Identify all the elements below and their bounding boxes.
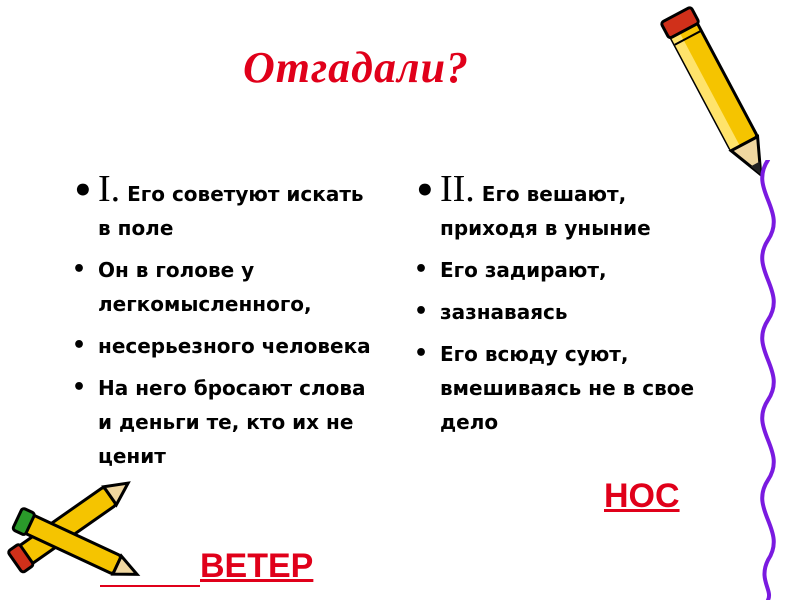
left-riddle-item-4: • На него бросают слова и деньги те, кто их не ценит <box>72 371 372 473</box>
left-column <box>72 168 372 481</box>
left-numeral: I. <box>98 168 121 210</box>
left-riddle-item-3: • несерьезного человека <box>72 329 372 363</box>
right-riddle-list <box>414 168 704 439</box>
right-riddle-item-2: • Его задирают, <box>414 253 704 287</box>
left-answer: ВЕТЕР <box>200 547 314 585</box>
right-item-1-text: Его вешают, приходя в уныние <box>440 182 651 240</box>
slide-title: Отгадали? <box>242 43 470 92</box>
right-numeral: II. <box>440 168 475 210</box>
squiggle-line <box>738 160 798 600</box>
left-riddle-item-2: • Он в голове у легкомысленного, <box>72 253 372 321</box>
right-column <box>414 168 704 447</box>
left-item-1-text: Его советуют искать в поле <box>98 182 364 240</box>
right-riddle-item-4: • Его всюду суют, вмешиваясь не в свое дело <box>414 337 704 439</box>
pencil-pair-icon <box>0 480 160 600</box>
left-riddle-item-1 <box>72 168 372 245</box>
right-answer: НОС <box>604 477 680 515</box>
right-riddle-item-3: • зазнаваясь <box>414 295 704 329</box>
left-riddle-list <box>72 168 372 473</box>
